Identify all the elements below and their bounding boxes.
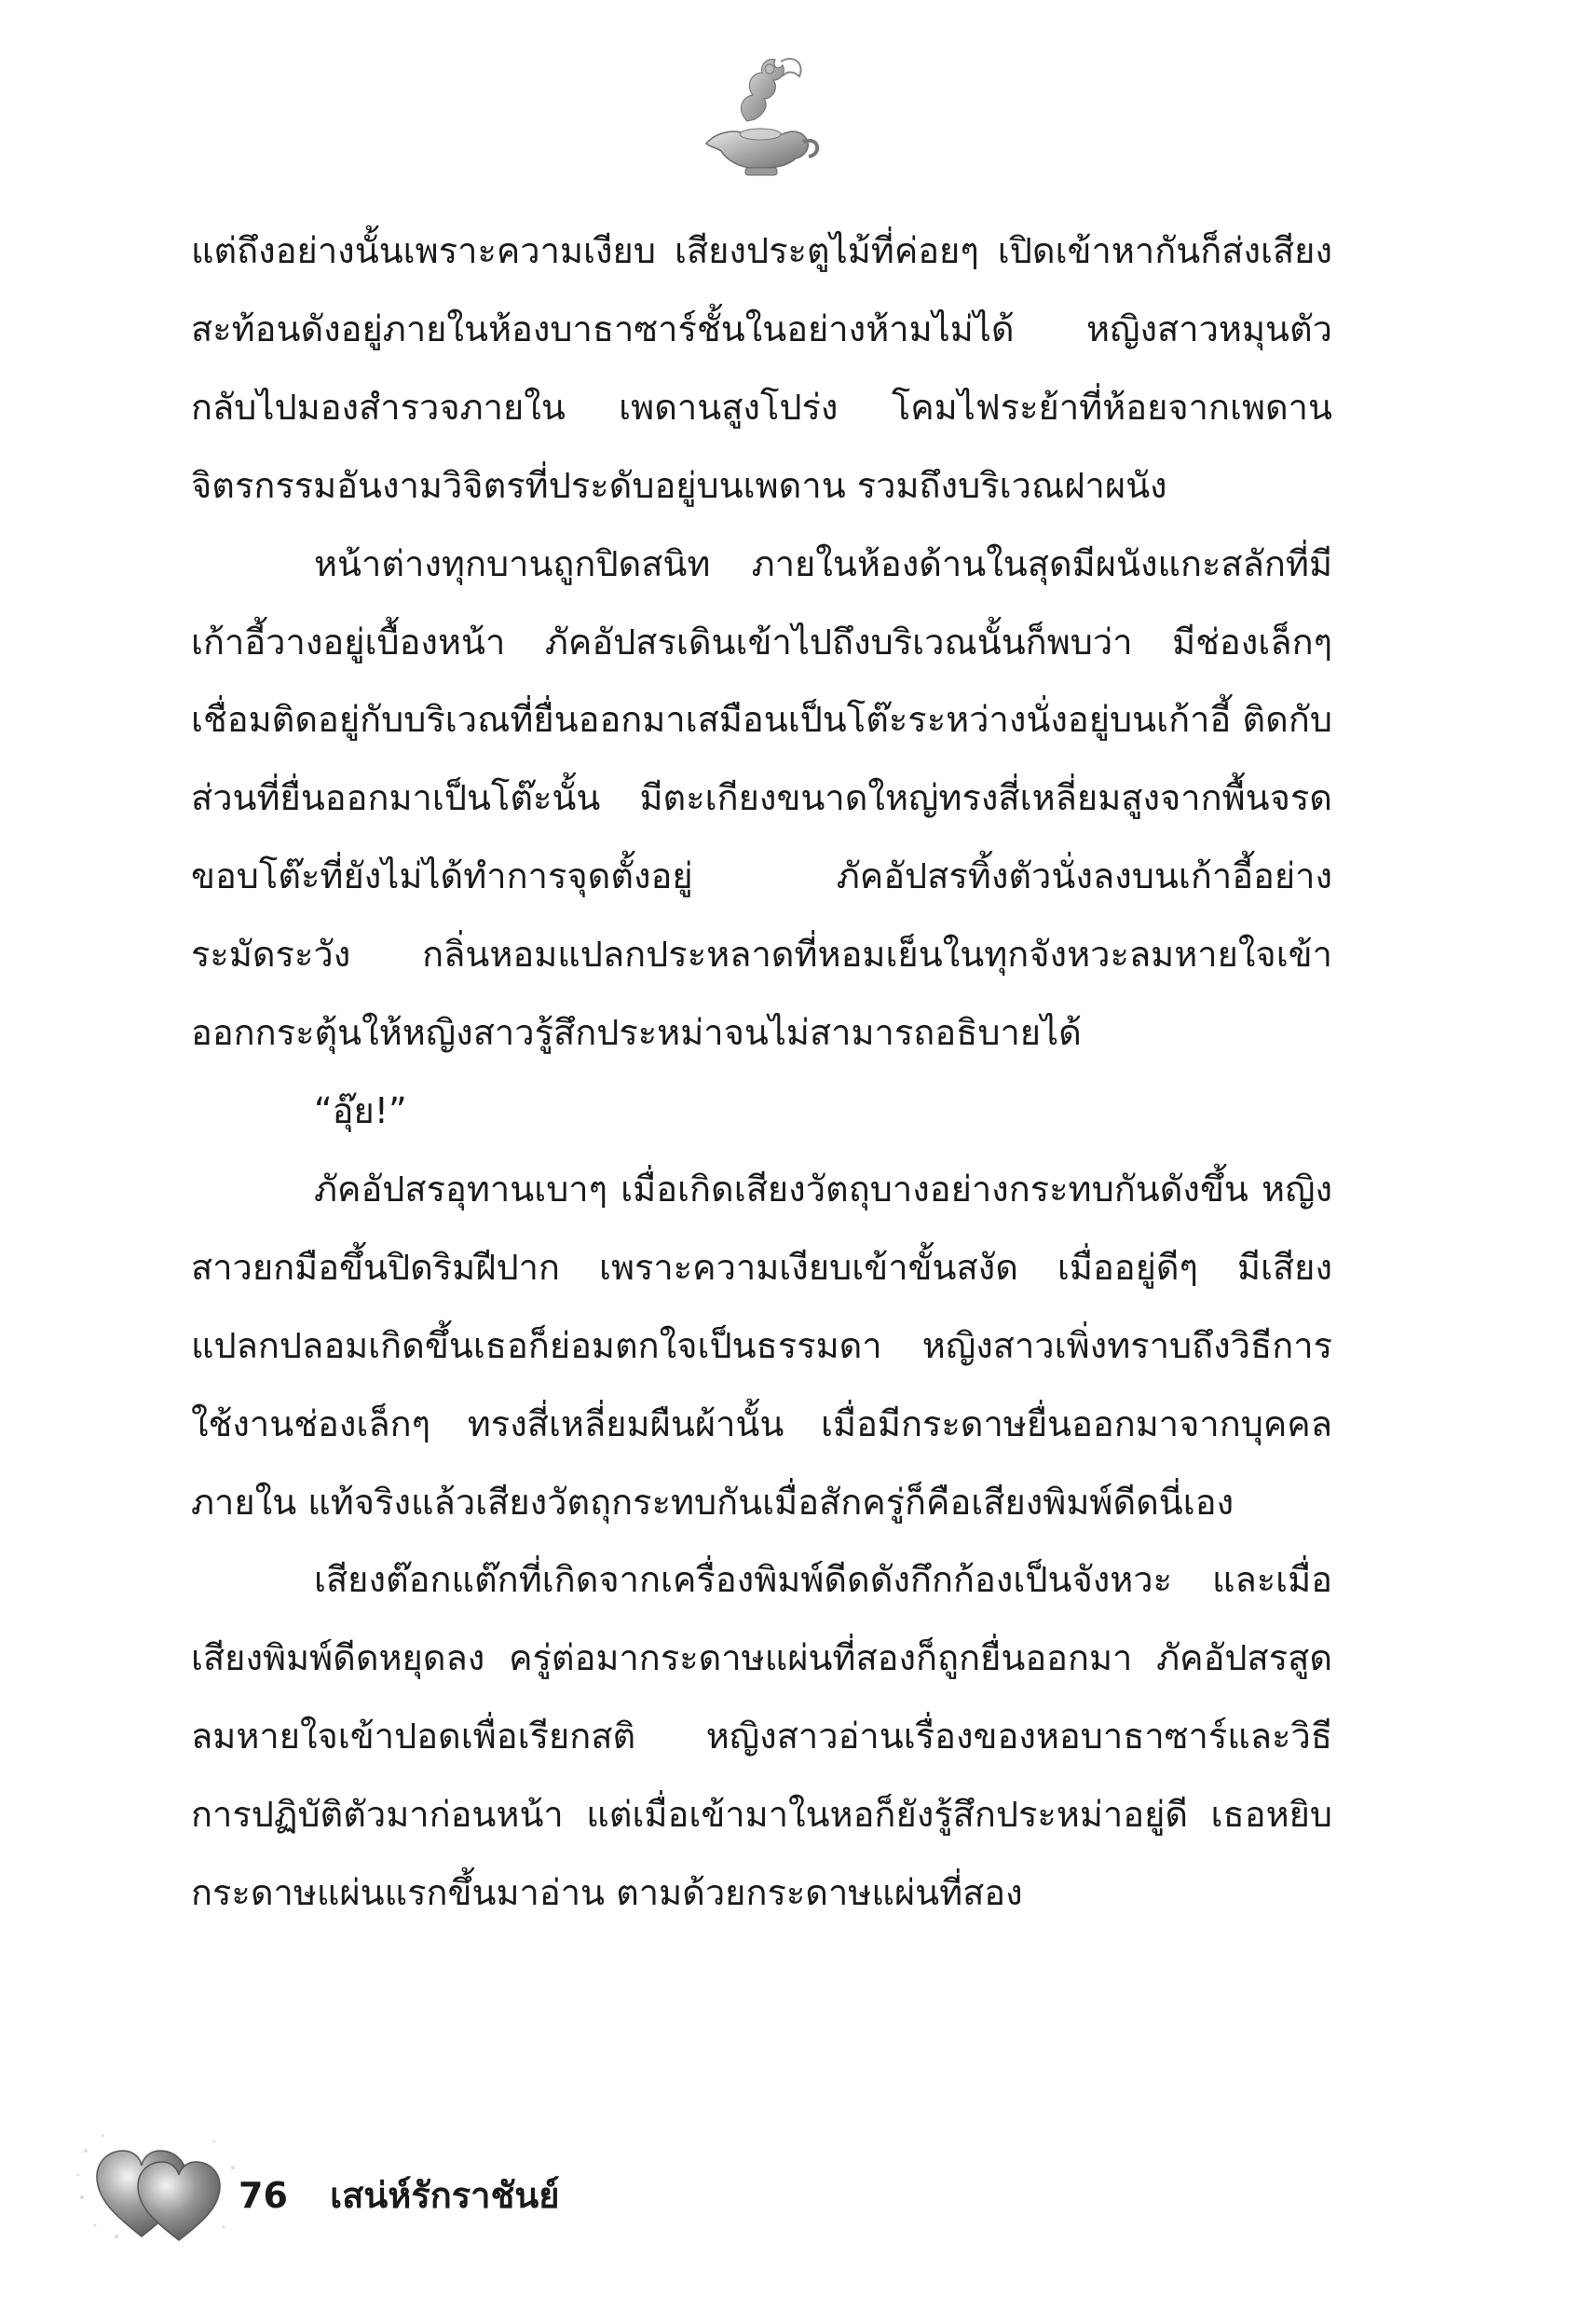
folio [239, 2167, 560, 2223]
paragraph: ภัคอัปสรอุทานเบาๆ เมื่อเกิดเสียงวัตถุบางอย่างกระทบกันดังขึ้น หญิงสาวยกมือขึ้นปิดริมฝีปาก เพราะความเงียบเข้าขั้นสงัด เมื่ออยู่ดีๆ มีเสียงแปลกปลอมเกิดขึ้นเธอก็ย่อมตกใจเป็นธรรมดา หญิงสาวเพิ่งทราบถึงวิธีการใช้งานช่องเล็กๆ ทรงสี่เหลี่ยมผืนผ้านั้น เมื่อมีกระดาษยื่นออกมาจากบุคคลภายใน แท้จริงแล้วเสียงวัตถุกระทบกันเมื่อสักครู่ก็คือเสียงพิมพ์ดีดนี่เอง [191, 1168, 1332, 1523]
page-number: 76 [239, 2175, 288, 2216]
paragraph: แต่ถึงอย่างนั้นเพราะความเงียบ เสียงประตูไม้ที่ค่อยๆ เปิดเข้าหากันก็ส่งเสียงสะท้อนดังอยู่ภายในห้องบาธาซาร์ชั้นในอย่างห้ามไม่ได้ หญิงสาวหมุนตัวกลับไปมองสำรวจภายใน เพดานสูงโปร่ง โคมไฟระย้าที่ห้อยจากเพดาน จิตรกรรมอันงามวิจิตรที่ประดับอยู่บนเพดาน รวมถึงบริเวณฝาผนัง [191, 230, 1332, 506]
body-text [191, 212, 1332, 1933]
book-title: เสน่ห์รักราชันย์ [330, 2175, 560, 2216]
hearts-icon [75, 2123, 261, 2244]
paragraph-dialogue: “อุ๊ย!” [314, 1089, 407, 1131]
genie-lamp-icon [689, 48, 829, 179]
page-footer [56, 2113, 801, 2253]
paragraph: เสียงต๊อกแต๊กที่เกิดจากเครื่องพิมพ์ดีดดังกึกก้องเป็นจังหวะ และเมื่อเสียงพิมพ์ดีดหยุดลง ครู่ต่อมากระดาษแผ่นที่สองก็ถูกยื่นออกมา ภัคอัปสรสูดลมหายใจเข้าปอดเพื่อเรียกสติ หญิงสาวอ่านเรื่องของหอบาธาซาร์และวิธีการปฏิบัติตัวมาก่อนหน้า แต่เมื่อเข้ามาในหอก็ยังรู้สึกประหม่าอยู่ดี เธอหยิบกระดาษแผ่นแรกขึ้นมาอ่าน ตามด้วยกระดาษแผ่นที่สอง [191, 1559, 1332, 1914]
paragraph: หน้าต่างทุกบานถูกปิดสนิท ภายในห้องด้านในสุดมีผนังแกะสลักที่มีเก้าอี้วางอยู่เบื้องหน้า ภัคอัปสรเดินเข้าไปถึงบริเวณนั้นก็พบว่า มีช่องเล็กๆ เชื่อมติดอยู่กับบริเวณที่ยื่นออกมาเสมือนเป็นโต๊ะระหว่างนั่งอยู่บนเก้าอี้ ติดกับส่วนที่ยื่นออกมาเป็นโต๊ะนั้น มีตะเกียงขนาดใหญ่ทรงสี่เหลี่ยมสูงจากพื้นจรดขอบโต๊ะที่ยังไม่ได้ทำการจุดตั้งอยู่ ภัคอัปสรทิ้งตัวนั่งลงบนเก้าอี้อย่างระมัดระวัง กลิ่นหอมแปลกประหลาดที่หอมเย็นในทุกจังหวะลมหายใจเข้าออกกระตุ้นให้หญิงสาวรู้สึกประหม่าจนไม่สามารถอธิบายได้ [191, 542, 1332, 1054]
